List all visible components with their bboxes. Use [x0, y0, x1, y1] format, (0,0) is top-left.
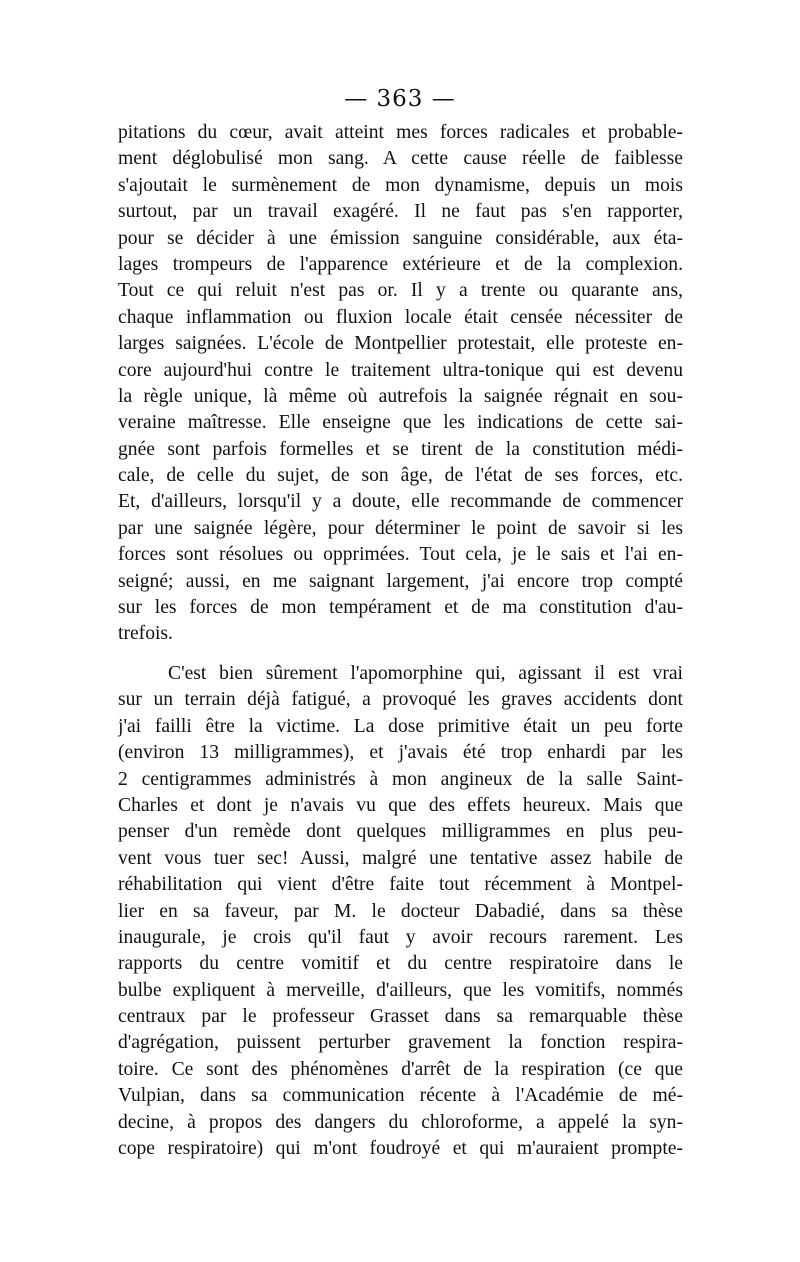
text-line: trefois. — [118, 623, 173, 645]
text-line: vent vous tuer sec! Aussi, malgré une tentative assez habile de — [118, 847, 683, 869]
text-line: rapports du centre vomitif et du centre respiratoire dans le — [118, 953, 683, 975]
text-line: gnée sont parfois formelles et se tirent de la constitution médi- — [118, 438, 683, 460]
text-line: core aujourd'hui contre le traitement ultra-tonique qui est devenu — [118, 359, 683, 381]
text-line: (environ 13 milligrammes), et j'avais été trop enhardi par les — [118, 742, 683, 764]
text-line: C'est bien sûrement l'apomorphine qui, agissant il est vrai — [168, 663, 683, 684]
text-line: larges saignées. L'école de Montpellier protestait, elle proteste en- — [118, 333, 683, 355]
text-line: d'agrégation, puissent perturber gravement la fonction respira- — [118, 1032, 683, 1054]
text-line: decine, à propos des dangers du chloroforme, a appelé la syn- — [118, 1111, 683, 1133]
text-line: sur un terrain déjà fatigué, a provoqué les graves accidents dont — [118, 689, 683, 711]
text-line: pour se décider à une émission sanguine considérable, aux éta- — [118, 227, 683, 249]
text-line: réhabilitation qui vient d'être faite tout récemment à Montpel- — [118, 874, 683, 896]
text-line: ment déglobulisé mon sang. A cette cause réelle de faiblesse — [118, 148, 683, 170]
paragraph-1 — [118, 120, 683, 648]
text-line: lages trompeurs de l'apparence extérieure et de la complexion. — [118, 253, 683, 275]
text-line: 2 centigrammes administrés à mon angineux de la salle Saint- — [118, 768, 683, 790]
text-line: j'ai failli être la victime. La dose primitive était un peu forte — [118, 715, 683, 737]
text-line: s'ajoutait le surmènement de mon dynamisme, depuis un mois — [118, 174, 683, 196]
text-line: penser d'un remède dont quelques milligrammes en plus peu- — [118, 821, 683, 843]
page-number: — 363 — — [344, 86, 456, 112]
text-line: pitations du cœur, avait atteint mes forces radicales et probable- — [118, 122, 683, 143]
text-line: forces sont résolues ou opprimées. Tout cela, je le sais et l'ai en- — [118, 544, 683, 566]
text-line: seigné; aussi, en me saignant largement, j'ai encore trop compté — [118, 570, 683, 592]
text-line: surtout, par un travail exagéré. Il ne faut pas s'en rapporter, — [118, 201, 683, 223]
text-line: inaugurale, je crois qu'il faut y avoir recours rarement. Les — [118, 926, 683, 948]
text-line: Tout ce qui reluit n'est pas or. Il y a trente ou quarante ans, — [118, 280, 683, 302]
text-line: cope respiratoire) qui m'ont foudroyé et qui m'auraient prompte- — [118, 1138, 683, 1160]
text-line: Vulpian, dans sa communication récente à l'Académie de mé- — [118, 1085, 683, 1107]
text-line: la règle unique, là même où autrefois la saignée régnait en sou- — [118, 385, 683, 407]
text-line: par une saignée légère, pour déterminer le point de savoir si les — [118, 517, 683, 539]
text-line: toire. Ce sont des phénomènes d'arrêt de la respiration (ce que — [118, 1058, 683, 1080]
text-line: Charles et dont je n'avais vu que des effets heureux. Mais que — [118, 794, 683, 816]
text-line: cale, de celle du sujet, de son âge, de l'état de ses forces, etc. — [118, 465, 683, 487]
text-line: centraux par le professeur Grasset dans sa remarquable thèse — [118, 1006, 683, 1028]
text-line: chaque inflammation ou fluxion locale était censée nécessiter de — [118, 306, 683, 328]
text-line: lier en sa faveur, par M. le docteur Dabadié, dans sa thèse — [118, 900, 683, 922]
text-line: veraine maîtresse. Elle enseigne que les indications de cette sai- — [118, 412, 683, 434]
text-line: Et, d'ailleurs, lorsqu'il y a doute, elle recommande de commencer — [118, 491, 683, 513]
text-line: bulbe expliquent à merveille, d'ailleurs, que les vomitifs, nommés — [118, 979, 683, 1001]
text-line: sur les forces de mon tempérament et de ma constitution d'au- — [118, 597, 683, 619]
paragraph-2 — [118, 661, 683, 1162]
